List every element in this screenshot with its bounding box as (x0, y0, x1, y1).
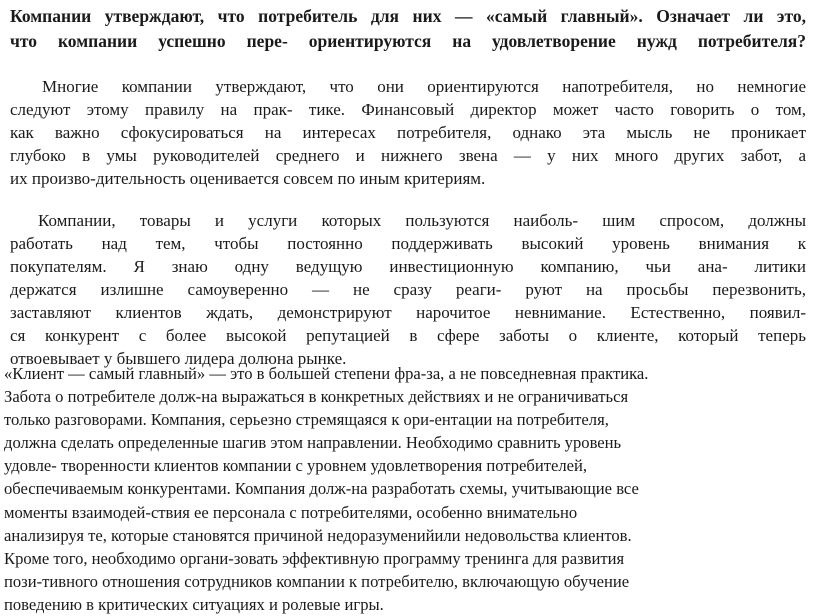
text-line: Забота о потребителе долж-на выражаться в конкретных действиях и не ограничиваться (4, 387, 629, 407)
text-line: обеспечиваемым конкурентами. Компания долж-на разработать схемы, учитывающие все (4, 479, 639, 499)
text-line: заставляют клиентов ждать, демонстрируют нарочитое невнимание. Естественно, появил- (10, 303, 806, 322)
document-heading (10, 4, 806, 54)
text-line: должна сделать определенные шагив этом направлении. Необходимо сравнить уровень (4, 433, 622, 453)
text-line: только разговорами. Компания, серьезно стремящаяся к ори-ентации на потребителя, (4, 410, 609, 430)
text-line: моменты взаимодей-ствия ее персонала с потребителями, особенно внимательно (4, 502, 578, 522)
heading-line: что компании успешно пере- ориентируются на удовлетворение нужд потребителя? (10, 31, 806, 51)
text-line: ся конкурент с более высокой репутацией в сфере заботы о клиенте, который теперь (10, 326, 806, 345)
text-line: анализируя те, которые становятся причиной недоразуменийили недовольства клиентов. (4, 525, 632, 545)
text-line: как важно сфокусироваться на интересах потребителя, однако эта мысль не проникает (10, 123, 806, 142)
text-line: пози-тивного отношения сотрудников компании к потребителю, включающую обучение (4, 571, 630, 591)
text-line: работать над тем, чтобы постоянно поддерживать высокий уровень внимания к (10, 234, 806, 253)
text-line: Компании, товары и услуги которых пользуются наиболь- шим спросом, должны (38, 211, 806, 230)
heading-line: Компании утверждают, что потребитель для них — «самый главный». Означает ли это, (10, 6, 806, 26)
text-line: глубоко в умы руководителей среднего и нижнего звена — у них много других забот, а (10, 146, 806, 165)
text-line: поведению в критических ситуациях и ролевые игры. (4, 594, 384, 614)
paragraph-1 (10, 75, 806, 190)
text-line: их произво-дительность оценивается совсем по иным критериям. (10, 169, 486, 188)
text-line: отвоевывает у бывшего лидера долюна рынке. (10, 349, 347, 368)
text-line: «Клиент — самый главный» — это в большей степени фра-за, а не повседневная практика. (4, 364, 649, 383)
text-line: покупателям. Я знаю одну ведущую инвестиционную компанию, чьи ана- литики (10, 257, 806, 276)
text-line: Кроме того, необходимо органи-зовать эффективную программу тренинга для развития (4, 548, 625, 568)
paragraph-3 (4, 362, 806, 616)
text-line: удовле- творенности клиентов компании с уровнем удовлетворения потребителей, (4, 456, 588, 476)
text-line: следуют этому правилу на прак- тике. Финансовый директор может часто говорить о том, (10, 100, 806, 119)
text-line: держатся излишне самоуверенно — не сразу реаги- руют на просьбы перезвонить, (10, 280, 806, 299)
paragraph-2 (10, 209, 806, 370)
text-line: Многие компании утверждают, что они ориентируются напотребителя, но немногие (42, 77, 806, 96)
